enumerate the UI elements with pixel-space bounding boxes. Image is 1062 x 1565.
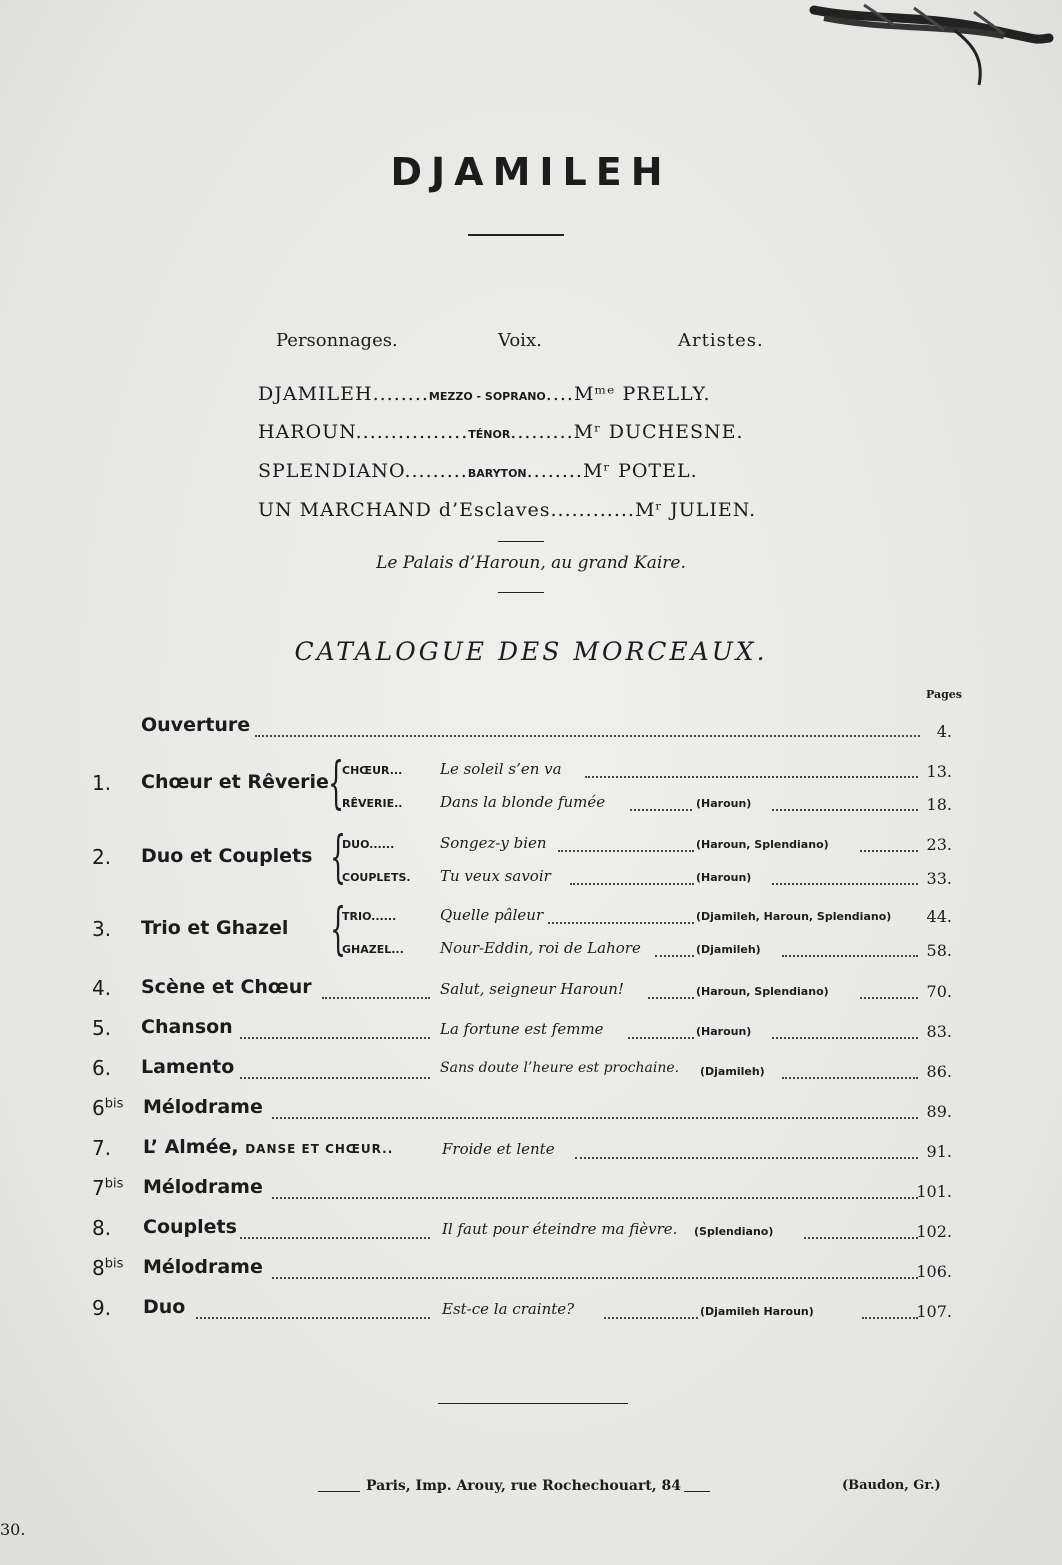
piece-title: Mélodrame bbox=[143, 1096, 263, 1118]
brace: { bbox=[330, 897, 347, 962]
divider-rule bbox=[498, 592, 544, 593]
dot-leader bbox=[604, 1317, 698, 1319]
dot-leader bbox=[570, 883, 694, 885]
incipit: Salut, seigneur Haroun! bbox=[440, 980, 624, 998]
cast-row: HAROUN................TÉNOR.........Mʳ DUCHESNE. bbox=[258, 421, 744, 443]
characters: (Haroun) bbox=[696, 1025, 752, 1038]
piece-number: 2. bbox=[92, 845, 112, 869]
characters: (Djamileh Haroun) bbox=[700, 1305, 814, 1318]
piece-title: Duo et Couplets bbox=[141, 845, 313, 867]
characters: (Splendiano) bbox=[694, 1225, 774, 1238]
section-label: RÊVERIE.. bbox=[342, 797, 403, 810]
dot-leader bbox=[322, 997, 430, 999]
cast-row: UN MARCHAND d’Esclaves............Mʳ JULIEN. bbox=[258, 499, 757, 521]
piece-number: 5. bbox=[92, 1016, 112, 1040]
piece-number: 1. bbox=[92, 771, 112, 795]
characters: (Haroun) bbox=[696, 797, 752, 810]
setting-text: Le Palais d’Haroun, au grand Kaire. bbox=[376, 553, 686, 573]
piece-title: Mélodrame bbox=[143, 1256, 263, 1278]
piece-number: 4. bbox=[92, 976, 112, 1000]
piece-title: Lamento bbox=[141, 1056, 235, 1078]
incipit: Nour-Eddin, roi de Lahore bbox=[440, 939, 641, 957]
characters: (Djamileh) bbox=[696, 943, 761, 956]
header-personnages: Personnages. bbox=[276, 330, 398, 351]
page-number: 58. bbox=[926, 941, 952, 960]
characters: (Haroun, Splendiano) bbox=[696, 985, 829, 998]
pages-column-header: Pages bbox=[926, 688, 962, 701]
dot-leader bbox=[782, 1077, 918, 1079]
incipit: Froide et lente bbox=[442, 1140, 555, 1158]
piece-number: 3. bbox=[92, 917, 112, 941]
dot-leader bbox=[575, 1157, 918, 1159]
dot-leader bbox=[862, 1317, 918, 1319]
piece-title: Couplets bbox=[143, 1216, 237, 1238]
piece-title: Ouverture bbox=[141, 714, 251, 736]
piece-title: Mélodrame bbox=[143, 1176, 263, 1198]
piece-title: L’ Almée, DANSE ET CHŒUR.. bbox=[143, 1136, 394, 1158]
incipit: Dans la blonde fumée bbox=[440, 793, 606, 811]
dot-leader bbox=[255, 735, 920, 737]
page-number: 33. bbox=[926, 869, 952, 888]
page-number: 4. bbox=[936, 722, 952, 741]
dot-leader bbox=[860, 850, 918, 852]
section-label: CHŒUR... bbox=[342, 764, 403, 777]
dot-leader bbox=[548, 922, 694, 924]
cast-row: DJAMILEH........MEZZO - SOPRANO....Mᵐᵉ PRELLY. bbox=[258, 383, 711, 405]
characters: (Haroun, Splendiano) bbox=[696, 838, 829, 851]
footer-rule bbox=[318, 1491, 360, 1492]
incipit: Songez-y bien bbox=[440, 834, 547, 852]
divider-rule bbox=[498, 541, 544, 542]
title-rule bbox=[468, 234, 564, 236]
dot-leader bbox=[655, 955, 694, 957]
dot-leader bbox=[648, 997, 694, 999]
page-number: 107. bbox=[916, 1302, 952, 1321]
page-number: 23. bbox=[926, 835, 952, 854]
incipit: La fortune est femme bbox=[440, 1020, 604, 1038]
page-number: 101. bbox=[916, 1182, 952, 1201]
dot-leader bbox=[860, 997, 918, 999]
incipit: Quelle pâleur bbox=[440, 906, 544, 924]
dot-leader bbox=[240, 1037, 430, 1039]
dot-leader bbox=[782, 955, 918, 957]
closing-rule bbox=[438, 1403, 628, 1404]
dot-leader bbox=[240, 1077, 430, 1079]
dot-leader bbox=[630, 809, 692, 811]
piece-number: 6. bbox=[92, 1056, 112, 1080]
incipit: Est-ce la crainte? bbox=[442, 1300, 575, 1318]
page-number: 44. bbox=[926, 907, 952, 926]
piece-title: Scène et Chœur bbox=[141, 976, 312, 998]
incipit: Sans doute l’heure est prochaine. bbox=[440, 1060, 680, 1076]
piece-number: 7. bbox=[92, 1136, 112, 1160]
piece-title: Trio et Ghazel bbox=[141, 917, 289, 939]
cast-row: SPLENDIANO.........BARYTON........Mʳ POTEL. bbox=[258, 460, 698, 482]
incipit: Tu veux savoir bbox=[440, 867, 551, 885]
piece-title: Chanson bbox=[141, 1016, 233, 1038]
printer-imprint: Paris, Imp. Arouy, rue Rochechouart, 84 bbox=[366, 1478, 682, 1494]
section-label: DUO...... bbox=[342, 838, 395, 851]
characters: (Djamileh) bbox=[700, 1065, 765, 1078]
piece-title: Chœur et Rêverie bbox=[141, 771, 329, 793]
dot-leader bbox=[272, 1197, 918, 1199]
piece-number: 9. bbox=[92, 1296, 112, 1320]
header-voix: Voix. bbox=[498, 330, 542, 351]
page-title: DJAMILEH bbox=[390, 150, 672, 194]
piece-number: 8. bbox=[92, 1216, 112, 1240]
page-corner-number: 30. bbox=[0, 1520, 26, 1539]
incipit: Il faut pour éteindre ma fièvre. bbox=[442, 1220, 678, 1238]
page-number: 70. bbox=[926, 982, 952, 1001]
piece-number: $8^{bis}$ bbox=[92, 1256, 124, 1280]
page-number: 106. bbox=[916, 1262, 952, 1281]
piece-title: Duo bbox=[143, 1296, 186, 1318]
page-number: 13. bbox=[926, 762, 952, 781]
characters: (Haroun) bbox=[696, 871, 752, 884]
piece-number: $7^{bis}$ bbox=[92, 1176, 124, 1200]
section-label: TRIO...... bbox=[342, 910, 397, 923]
page-number: 86. bbox=[926, 1062, 952, 1081]
dot-leader bbox=[804, 1237, 918, 1239]
brace: { bbox=[328, 751, 345, 816]
dot-leader bbox=[240, 1237, 430, 1239]
dot-leader bbox=[196, 1317, 430, 1319]
dot-leader bbox=[272, 1117, 918, 1119]
pencil-scribble-mark bbox=[804, 0, 1054, 95]
dot-leader bbox=[558, 850, 694, 852]
dot-leader bbox=[628, 1037, 694, 1039]
page-number: 102. bbox=[916, 1222, 952, 1241]
engraver-credit: (Baudon, Gr.) bbox=[842, 1478, 941, 1493]
incipit: Le soleil s’en va bbox=[440, 760, 562, 778]
page-number: 83. bbox=[926, 1022, 952, 1041]
catalogue-title: CATALOGUE DES MORCEAUX. bbox=[294, 637, 768, 666]
header-artistes: Artistes. bbox=[678, 330, 764, 351]
dot-leader bbox=[772, 883, 918, 885]
page-number: 91. bbox=[926, 1142, 952, 1161]
dot-leader bbox=[272, 1277, 918, 1279]
brace: { bbox=[330, 825, 347, 890]
page-number: 89. bbox=[926, 1102, 952, 1121]
dot-leader bbox=[772, 809, 918, 811]
dot-leader bbox=[585, 776, 918, 778]
section-label: COUPLETS. bbox=[342, 871, 411, 884]
footer-rule bbox=[684, 1491, 710, 1492]
page-number: 18. bbox=[926, 795, 952, 814]
dot-leader bbox=[772, 1037, 918, 1039]
piece-number: $6^{bis}$ bbox=[92, 1096, 124, 1120]
characters: (Djamileh, Haroun, Splendiano) bbox=[696, 910, 892, 923]
section-label: GHAZEL... bbox=[342, 943, 404, 956]
